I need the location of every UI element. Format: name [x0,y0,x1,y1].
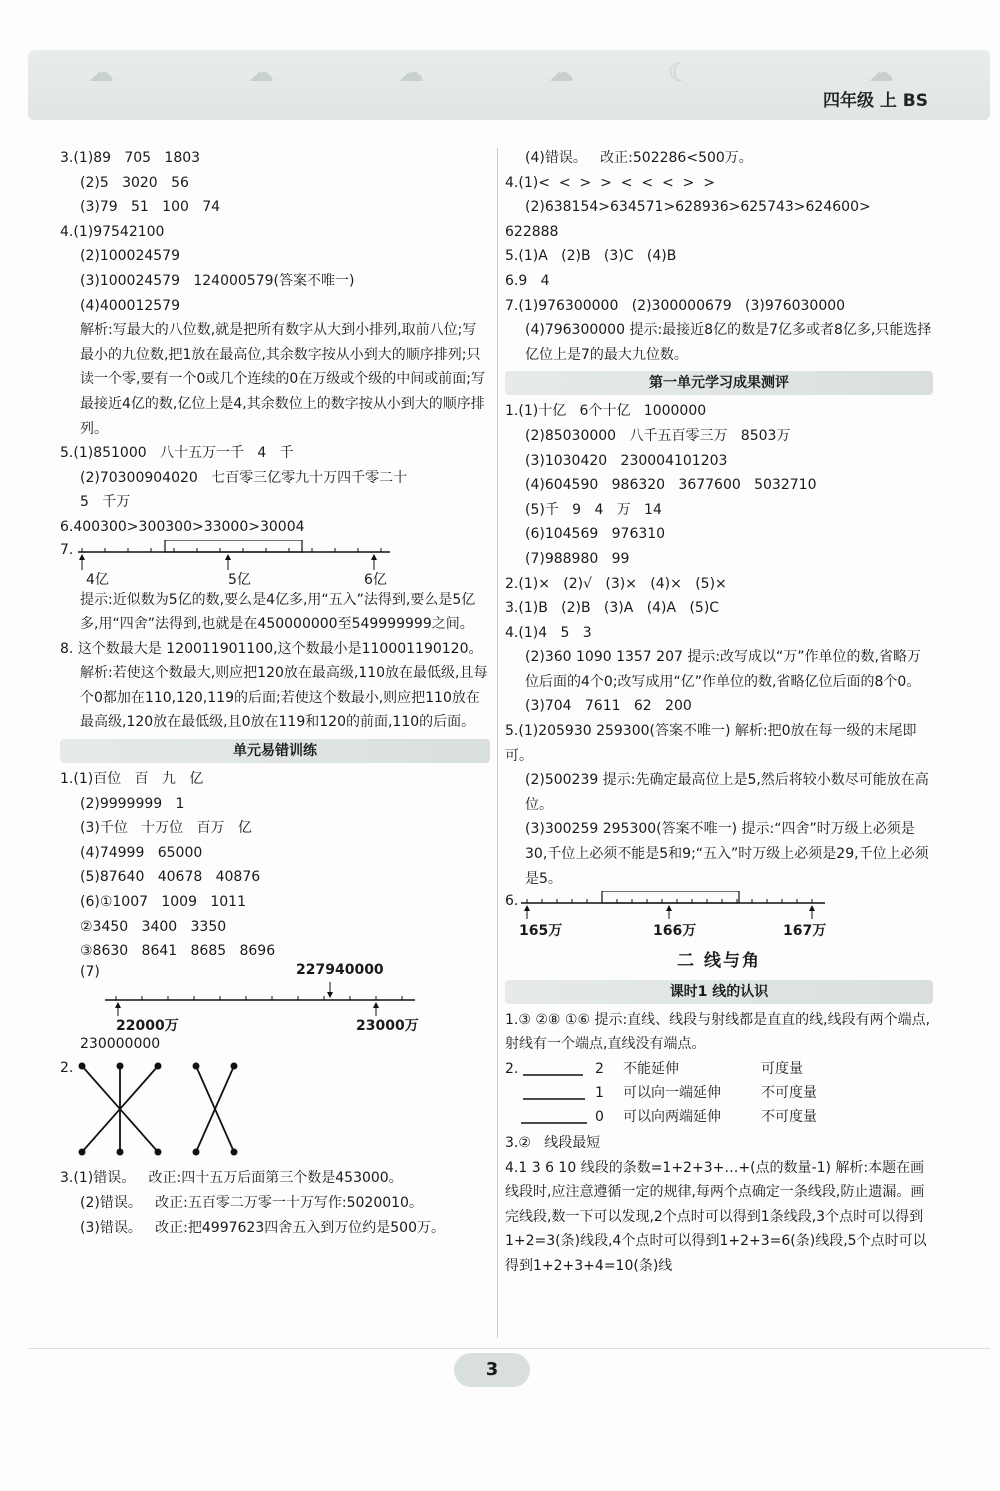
answer-line: (2)638154>634571>628936>625743>624600> [525,199,871,216]
answer-line: (2)85030000 八千五百零三万 8503万 [525,427,791,444]
answer-line: (5)87640 40678 40876 [80,869,261,886]
answer-line: 3.(1)B (2)B (3)A (4)A (5)C [505,600,720,617]
question-number: (7) [80,963,100,980]
answer-line: (4)74999 65000 [80,844,203,861]
table-cell: 可以向两端延伸 [623,1109,721,1125]
tick-label: 6亿 [364,571,387,588]
answer-line: 7.(1)976300000 (2)300000679 (3)976030000 [505,297,846,314]
answer-line: (2)错误。 改正:五百零二万零一十万写作:5020010。 [80,1195,423,1211]
answer-line: (4)604590 986320 3677600 5032710 [525,477,817,494]
section-header: 第一单元学习成果测评 [505,371,933,395]
endpoint-count: 1 [595,1085,604,1101]
answer-line: (4)400012579 [80,297,180,314]
line-type-table [505,1057,933,1131]
answer-line: 2.(1)× (2)√ (3)× (4)× (5)× [505,575,727,592]
answer-line: 5.(1)A (2)B (3)C (4)B [505,248,677,265]
right-column [505,146,933,1279]
hint: (4)796300000 提示:最接近8亿的数是7亿多或者8亿多,只能选择亿位上是7的最大九位数。 [525,322,932,363]
answer-line: 3.(1)错误。 改正:四十五万后面第三个数是453000。 [60,1170,403,1187]
answer-line: 4.(1)97542100 [60,223,165,240]
answer-line: (6)①1007 1009 1011 [80,894,246,911]
cloud-icon: ☁ [248,58,274,88]
question-number: 2. [60,1060,74,1077]
footer-rule [28,1348,990,1349]
section-header: 课时1 线的认识 [505,980,933,1004]
answer-line: (3)错误。 改正:把4997623四舍五入到万位约是500万。 [80,1219,445,1236]
answer-line: ②3450 3400 3350 [80,918,227,935]
question-number: 2. [505,1061,519,1077]
answer-line: (2)100024579 [80,248,180,265]
answer-line: (5)千 9 4 万 14 [525,501,662,518]
matching-lines [60,1056,490,1166]
answer-line: (3)千位 十万位 百万 亿 [80,820,252,837]
explanation: 5.(1)205930 259300(答案不唯一) 解析:把0放在每一级的末尾即可。 [505,723,917,764]
matching-diagram [60,1056,490,1166]
answer-line: (2)9999999 1 [80,795,185,812]
hint: 提示:近似数为5亿的数,要么是4亿多,用“五入”法得到,要么是5亿多,用“四舍”法得到,也就是在450000000至549999999之间。 [80,591,476,633]
grade-label: 四年级 上 BS [822,91,928,111]
answer-line: 1.③ ②⑧ ①⑥ 提示:直线、线段与射线都是直直的线,线段有两个端点,射线有一个端点,直线没有端点。 [505,1011,931,1053]
answer-line: 3.(1)89 705 1803 [60,150,201,166]
table-cell: 不可度量 [761,1109,817,1125]
number-line-s1-7 [60,961,490,1034]
answer-line: 5 千万 [80,494,131,511]
table-cell: 可度量 [761,1061,803,1077]
explanation: 解析:写最大的八位数,就是把所有数字从大到小排列,取前八位;写最小的九位数,把1放在最高位,其余数字按从小到大的顺序排列;只读一个零,要有一个0或几个连续的0在万级或个级的中间或前面;写最接近4亿的数,亿位上是4,其余数位上的数字按从小到大的顺序排列。 [80,322,485,437]
answer-line: (3)79 51 100 74 [80,199,221,216]
explanation: 4.1 3 6 10 线段的条数=1+2+3+…+(点的数量-1) 解析:本题在画线段时,应注意遵循一定的规律,每两个点确定一条线段,防止遗漏。画完线段,数一下可以发现,2个点时可以得到1条线段,3个点时可以得到1+2=3(条)线段,4个点时可以得到1+2+3=6(条)线段,5个点时可以得到1+2+3+4=10(条)线 [505,1159,927,1274]
point-label: 227940000 [296,961,384,978]
answer-line: 8. 这个数最大是 120011901100,这个数最小是110001190120。 [60,640,483,657]
moon-icon: ☾ [668,58,692,88]
cloud-icon: ☁ [398,58,424,88]
tick-label: 166万 [653,923,697,940]
tick-label: 5亿 [228,571,251,588]
answer-line: (3)1030420 230004101203 [525,452,728,469]
number-line-q7 [60,540,490,588]
left-column [60,146,490,1240]
chapter-title: 二 线与角 [677,951,761,972]
question-number: 6. [505,893,519,910]
hint: (2)360 1090 1357 207 提示:改写成以“万”作单位的数,省略万位后面的4个0;改写成用“亿”作单位的数,省略亿位后面的8个0。 [525,649,922,690]
tick-label: 4亿 [86,571,109,588]
answer-line: 4.(1)< < > > < < < > > [505,174,715,191]
answer-line: (3)100024579 124000579(答案不唯一) [80,272,355,289]
answer-line: 1.(1)百位 百 九 亿 [60,771,204,788]
answer-line: (2)5 3020 56 [80,174,189,191]
hint: (3)300259 295300(答案不唯一) 提示:“四舍”时万级上必须是30,千位上必须不能是5和9;“五入”时万级上必须是29,千位上必须是5。 [525,821,929,887]
tick-label: 165万 [519,923,563,940]
answer-line: 1.(1)十亿 6个十亿 1000000 [505,403,707,420]
table-row [595,1081,604,1106]
table-cell: 不可度量 [761,1085,817,1101]
hint: (2)500239 提示:先确定最高位上是5,然后将较小数尽可能放在高位。 [525,772,929,813]
answer-line: 3.② 线段最短 [505,1135,601,1151]
answer-line: ③8630 8641 8685 8696 [80,943,276,960]
tick-label: 167万 [783,923,827,940]
tick-label: 22000万 [116,1017,179,1034]
explanation: 解析:若使这个数最大,则应把120放在最高级,110放在最低级,且每个0都加在110,120,119的后面;若使这个数最小,则应把110放在最高级,120放在最低级,且0放在119和120的前面,110的后面。 [80,665,488,731]
answer-line: (6)104569 976310 [525,526,666,543]
number-line-diagram [60,540,490,588]
answer-line: 4.(1)4 5 3 [505,624,592,641]
answer-line: (3)704 7611 62 200 [525,698,692,715]
line-type-drawings [519,1057,589,1131]
cloud-icon: ☁ [88,58,114,88]
table-row [595,1057,604,1082]
endpoint-count: 2 [595,1061,604,1077]
cloud-icon: ☁ [548,58,574,88]
answer-line: (4)错误。 改正:502286<500万。 [525,150,753,166]
number-line-t6 [505,891,933,939]
table-cell: 可以向一端延伸 [623,1085,721,1101]
number-line-diagram [505,891,933,939]
answer-line: 6.9 4 [505,272,550,289]
cloud-icon: ☁ [868,58,894,88]
table-cell: 不能延伸 [623,1061,679,1077]
endpoint-count: 0 [595,1109,604,1125]
answer-line: (2)70300904020 七百零三亿零九十万四千零二十 [80,469,408,486]
answer-line: 5.(1)851000 八十五万一千 4 千 [60,445,294,462]
section-header: 单元易错训练 [60,739,490,763]
answer-line: 230000000 [80,1035,161,1052]
tick-label: 23000万 [356,1017,419,1034]
table-row [595,1105,604,1130]
answer-line: (7)988980 99 [525,550,630,567]
answer-line: 6.400300>300300>33000>30004 [60,518,305,535]
answer-line: 622888 [505,223,559,240]
column-divider [497,148,498,1338]
question-number: 7. [60,541,74,558]
page-number: 3 [454,1353,530,1387]
